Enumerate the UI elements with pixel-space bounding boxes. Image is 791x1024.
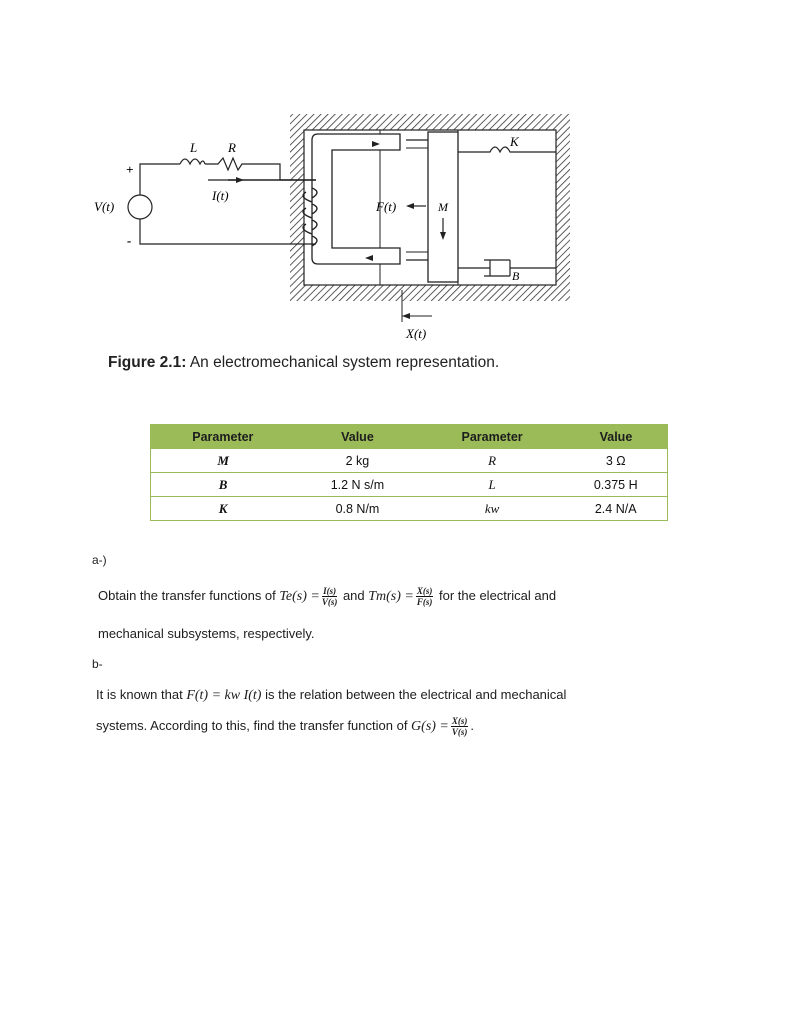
voltage-label: V(t) xyxy=(94,199,115,214)
relation-expression: F(t) = kw I(t) xyxy=(186,688,262,703)
param-cell: M xyxy=(151,449,296,473)
g-expression: G(s) = xyxy=(411,718,449,734)
param-cell: B xyxy=(151,473,296,497)
header-parameter-2: Parameter xyxy=(420,425,565,449)
plus-label: + xyxy=(126,162,134,177)
part-a-line1 xyxy=(98,586,668,607)
table-row xyxy=(151,449,668,473)
part-a-text2: for the electrical and xyxy=(435,587,557,603)
g-fraction xyxy=(451,716,469,737)
value-cell: 0.375 H xyxy=(564,473,667,497)
table-row xyxy=(151,473,668,497)
caption-bold: Figure 2.1: xyxy=(108,354,187,371)
frame-right-hatch xyxy=(556,114,570,301)
table-header-row xyxy=(151,425,668,449)
frame-left-hatch xyxy=(290,114,304,301)
mass-label: M xyxy=(438,200,448,214)
frame-bottom-hatch xyxy=(290,285,570,301)
param-cell: L xyxy=(420,473,565,497)
part-b-label: b- xyxy=(92,657,103,671)
caption-text: An electromechanical system representation. xyxy=(186,354,500,371)
frame-top-hatch xyxy=(290,114,570,130)
part-b-end: . xyxy=(470,717,475,733)
header-parameter-1: Parameter xyxy=(151,425,296,449)
part-a-label: a-) xyxy=(92,553,107,567)
te-fraction xyxy=(322,586,338,607)
te-expression: Te(s) = xyxy=(279,588,320,604)
electromechanical-diagram xyxy=(80,100,580,350)
param-cell: R xyxy=(420,449,565,473)
header-value-1: Value xyxy=(295,425,420,449)
table-row xyxy=(151,497,668,521)
and-text: and xyxy=(339,587,369,603)
part-a-text3: mechanical subsystems, respectively. xyxy=(98,626,315,641)
figure-caption xyxy=(108,354,499,372)
value-cell: 3 Ω xyxy=(564,449,667,473)
g-denominator: V(s) xyxy=(451,727,468,737)
tm-numerator: X(s) xyxy=(416,586,433,596)
tm-expression: Tm(s) = xyxy=(368,588,414,604)
inductor-label: L xyxy=(190,140,198,155)
part-b-text3: systems. According to this, find the transfer function of xyxy=(96,717,412,733)
resistor-label: R xyxy=(228,140,236,155)
tm-denominator: F(s) xyxy=(416,597,433,607)
part-b-text1: It is known that xyxy=(96,687,187,702)
part-b-line2 xyxy=(96,716,671,737)
voltage-source xyxy=(128,195,152,219)
g-numerator: X(s) xyxy=(451,716,468,726)
value-cell: 2 kg xyxy=(295,449,420,473)
value-cell: 0.8 N/m xyxy=(295,497,420,521)
displacement-label: X(t) xyxy=(406,326,427,341)
spring-label: K xyxy=(510,134,519,149)
te-denominator: V(s) xyxy=(321,597,338,607)
param-cell: kw xyxy=(420,497,565,521)
current-label: I(t) xyxy=(212,188,229,203)
part-b-line1 xyxy=(96,686,671,705)
value-cell: 1.2 N s/m xyxy=(295,473,420,497)
minus-label: - xyxy=(127,233,132,248)
header-value-2: Value xyxy=(564,425,667,449)
part-b-text2: is the relation between the electrical and mechanical xyxy=(261,687,567,702)
tm-fraction xyxy=(416,586,434,607)
part-a-text1: Obtain the transfer functions of xyxy=(98,587,280,603)
te-numerator: I(s) xyxy=(323,586,337,596)
value-cell: 2.4 N/A xyxy=(564,497,667,521)
force-label: F(t) xyxy=(376,199,397,214)
param-cell: K xyxy=(151,497,296,521)
damper-label: B xyxy=(512,269,520,283)
parameter-table xyxy=(150,424,668,521)
